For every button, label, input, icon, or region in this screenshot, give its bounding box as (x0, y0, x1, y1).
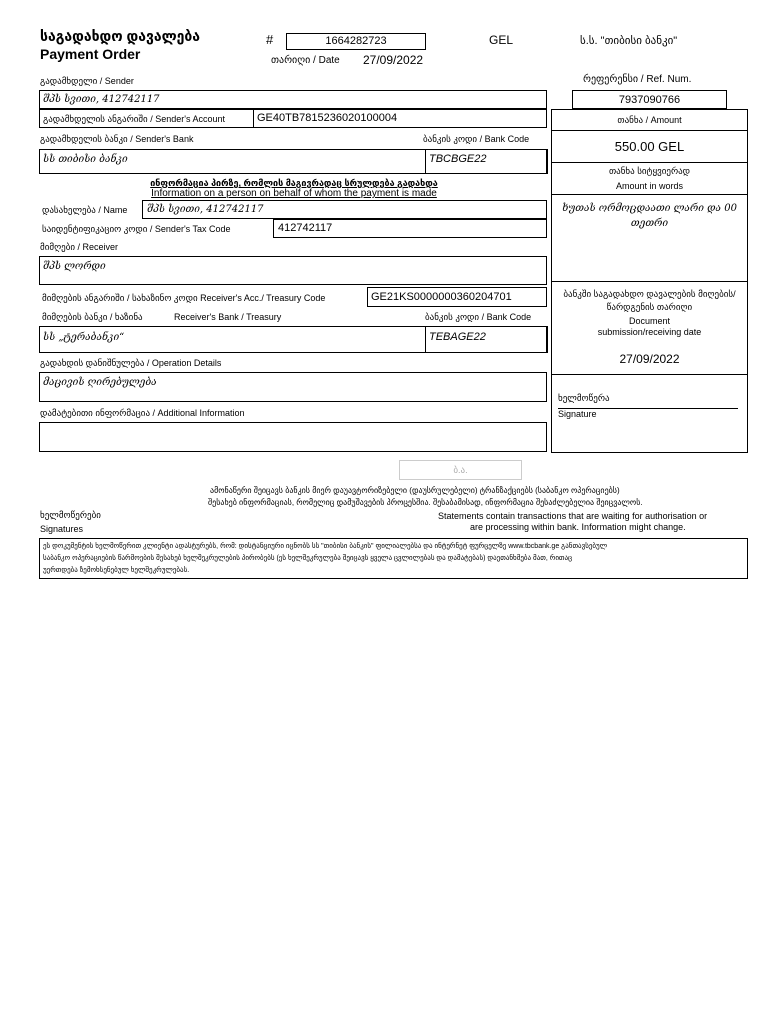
doc-date-label-ka: ბანკში საგადახდო დავალების მიღების/წარდგენის თარიღი (563, 289, 736, 312)
sender-account-label: გადამხდელის ანგარიში / Sender's Account (43, 114, 225, 124)
sender-bank: სს თიბისი ბანკი (43, 154, 128, 165)
receiver-bank-code-field (425, 326, 548, 353)
ref-number: 7937090766 (572, 90, 727, 109)
ref-label: რეფერენსი / Ref. Num. (583, 74, 692, 85)
sender-name: შპს სვითი, 412742117 (43, 94, 160, 105)
page-title: Payment Order (40, 46, 141, 62)
hash-sign: # (266, 32, 274, 47)
operation-box (39, 372, 547, 402)
disclaimer-box (39, 538, 748, 579)
sender-account-field (253, 109, 547, 128)
sender-account: GE40TB7815236020100004 (257, 112, 398, 124)
operation-label: გადახდის დანიშნულება / Operation Details (40, 358, 222, 368)
signatures-label-ka: ხელმოწერები (40, 510, 101, 520)
receiver-name-box (39, 256, 547, 285)
on-behalf-title-ka: ინფორმაცია პირზე, რომლის მაგივრადაც სრულდება გადახდა (150, 178, 438, 188)
stamp-box: ბ.ა. (399, 460, 522, 480)
receiver-bank-code: TEBAGE22 (429, 331, 486, 343)
receiver-bank-box (39, 326, 547, 353)
tax-code-label: საიდენტიფიკაციო კოდი / Sender's Tax Code (42, 224, 231, 234)
currency: GEL (489, 33, 514, 47)
operation-details: მაცივის ღირებულება (43, 377, 157, 388)
receiver-label: მიმღები / Receiver (40, 242, 119, 252)
sender-name-box (39, 90, 547, 109)
receiver-bank-code-label: ბანკის კოდი / Bank Code (425, 312, 532, 322)
receiver-name: შპს ლორდი (43, 261, 106, 272)
statement-en-1: Statements contain transactions that are waiting for authorisation or (438, 511, 708, 521)
signature-label-ka: ხელმოწერა (558, 393, 610, 403)
statement-ka-2: შესახებ ინფორმაციას, რომელიც დამუშავების პროცესშია. შესაბამისად, ინფორმაცია შესაძლებელია შეიცვალოს. (208, 498, 643, 507)
amount-words-label-en: Amount in words (615, 181, 684, 191)
sender-bank-box (39, 149, 547, 174)
receiver-bank-label-ka: მიმღების ბანკი / ხაზინა (42, 312, 143, 322)
amount-label: თანხა / Amount (617, 115, 682, 125)
receiver-account-box (367, 287, 547, 307)
right-panel (551, 109, 748, 453)
on-behalf-name-label: დასახელება / Name (42, 205, 128, 215)
sender-label: გადამხდელი / Sender (40, 76, 134, 86)
additional-box (39, 422, 547, 452)
receiver-bank-label-en: Receiver's Bank / Treasury (174, 312, 282, 322)
receiver-account-label: მიმღების ანგარიში / სახაზინო კოდი Receiver's Acc./ Treasury Code (42, 293, 326, 303)
receiver-bank: სს „ტერაბანკი“ (43, 332, 125, 343)
disclaimer-line-1: ეს დოკუმენტის ხელმოწერით კლიენტი ადასტურებს, რომ: დისტანციური იცნობს სს "თიბისი ბანკის" ფილიალებსა და ინტერნეტ ფურცელზე www.tbcbank.ge განთავსებულ (43, 543, 608, 550)
date-label: თარიღი / Date (271, 55, 340, 66)
order-date: 27/09/2022 (363, 53, 424, 67)
amount-words: ხუთას ორმოცდაათი ლარი და 00 თეთრი (562, 203, 737, 229)
on-behalf-title-en: Information on a person on behalf of whom the payment is made (151, 188, 437, 199)
order-number: 1664282723 (286, 33, 426, 50)
tax-code-box (273, 219, 547, 238)
additional-label: დამატებითი ინფორმაცია / Additional Information (40, 408, 245, 418)
receiver-account: GE21KS0000000360204701 (371, 291, 512, 303)
title-ka: საგადახდო დავალება (40, 28, 201, 44)
on-behalf-name: შპს სვითი, 412742117 (147, 204, 264, 215)
tax-code: 412742117 (278, 222, 333, 234)
statement-ka-1: ამონაწერი შეიცავს ბანკის მიერ დაუავტორიზებელი (დაუსრულებელი) ტრანზაქციებს (საბანკო ოპერაციებს) (210, 486, 620, 495)
sender-bank-label: გადამხდელის ბანკი / Sender's Bank (40, 134, 194, 144)
amount-value: 550.00 GEL (614, 139, 685, 154)
amount-words-label-ka: თანხა სიტყვიერად (608, 166, 691, 176)
bank-name: ს.ს. "თიბისი ბანკი" (580, 35, 678, 47)
sender-bank-code: TBCBGE22 (429, 153, 487, 165)
doc-date: 27/09/2022 (619, 352, 680, 366)
statement-en-2: are processing within bank. Information might change. (470, 522, 686, 532)
signature-label-en: Signature (558, 409, 597, 419)
disclaimer-line-3: უერთდება ზემოხსენებულ ხელშეკრულებას. (43, 567, 190, 574)
disclaimer-line-2: საბანკო ოპერაციების წარმოების შესახებ ხელშეკრულების პირობებს (ეს ხელშეკრულება შეიცავს ყველა ცვლილებას და დამატებას) დაეთანხმება მათ, რითაც (43, 555, 573, 562)
sender-account-box (39, 109, 547, 128)
sender-bank-code-label: ბანკის კოდი / Bank Code (423, 134, 530, 144)
doc-date-label-en2: submission/receiving date (597, 327, 702, 337)
sender-bank-code-field (425, 149, 548, 174)
doc-date-label-en1: Document (628, 316, 671, 326)
signatures-label-en: Signatures (40, 524, 84, 534)
on-behalf-name-box (142, 200, 547, 219)
